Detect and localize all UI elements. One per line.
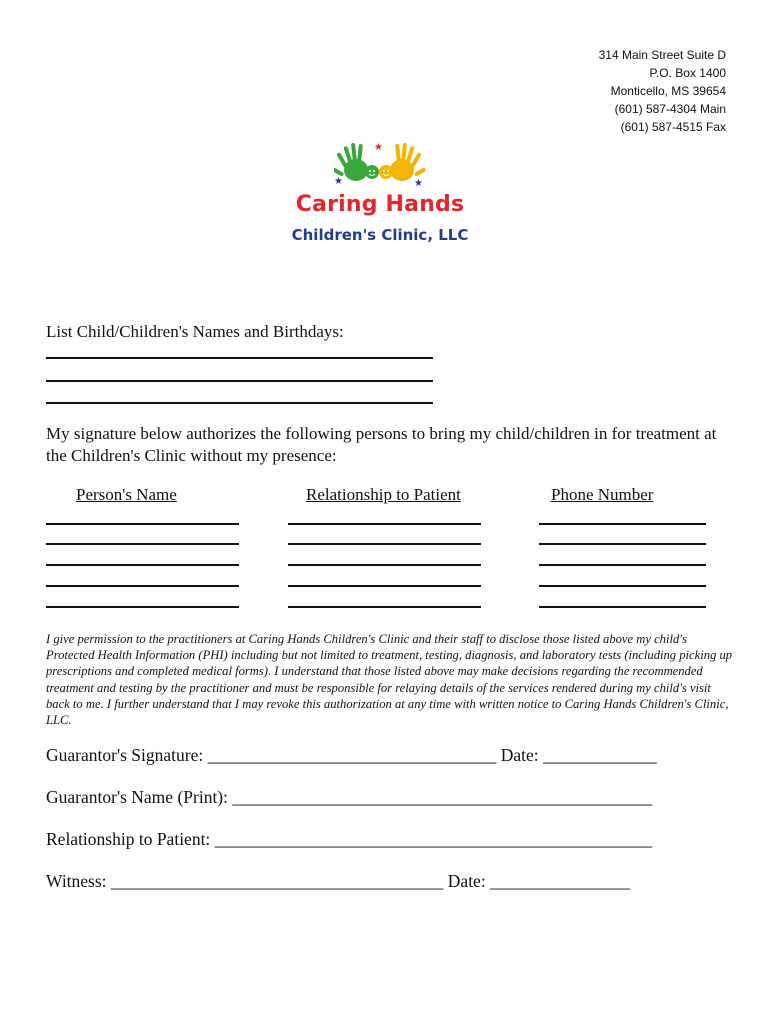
relationship-line[interactable] xyxy=(288,585,481,587)
person-name-line[interactable] xyxy=(46,523,239,525)
phone-line[interactable] xyxy=(539,543,706,545)
phone-line[interactable] xyxy=(539,523,706,525)
child-line-3[interactable] xyxy=(46,402,433,404)
children-list-label: List Child/Children's Names and Birthdays: xyxy=(46,322,344,341)
phone-fax: (601) 587-4515 Fax xyxy=(620,120,726,134)
phone-line[interactable] xyxy=(539,585,706,587)
relationship-line[interactable] xyxy=(288,564,481,566)
column-relationship: Relationship to Patient xyxy=(306,485,461,504)
column-phone-number: Phone Number xyxy=(551,485,654,504)
guarantor-name-field[interactable]: Guarantor's Name (Print): ________________________________________________ xyxy=(46,787,653,807)
svg-text:★: ★ xyxy=(374,142,383,153)
person-name-line[interactable] xyxy=(46,543,239,545)
address-city: Monticello, MS 39654 xyxy=(610,84,726,98)
relationship-field[interactable]: Relationship to Patient: __________________________________________________ xyxy=(46,829,653,849)
phone-main: (601) 587-4304 Main xyxy=(614,102,726,116)
address-po-box: P.O. Box 1400 xyxy=(649,66,726,80)
hands-logo-icon xyxy=(334,140,426,188)
relationship-line[interactable] xyxy=(288,606,481,608)
address-street: 314 Main Street Suite D xyxy=(598,48,726,62)
phone-line[interactable] xyxy=(539,606,706,608)
authorization-text: My signature below authorizes the following persons to bring my child/children in for treatment at the Children's Clinic without my presence: xyxy=(46,424,717,465)
child-line-2[interactable] xyxy=(46,380,433,382)
column-persons-name: Person's Name xyxy=(76,485,177,504)
clinic-logo xyxy=(290,140,470,250)
child-line-1[interactable] xyxy=(46,357,433,359)
relationship-line[interactable] xyxy=(288,523,481,525)
person-name-line[interactable] xyxy=(46,564,239,566)
witness-field[interactable]: Witness: ______________________________________ Date: ________________ xyxy=(46,871,631,891)
svg-text:★: ★ xyxy=(334,176,343,187)
guarantor-signature-field[interactable]: Guarantor's Signature: _________________________________ Date: _____________ xyxy=(46,745,657,765)
phone-line[interactable] xyxy=(539,564,706,566)
person-name-line[interactable] xyxy=(46,585,239,587)
clinic-subtitle: Children's Clinic, LLC xyxy=(291,226,469,244)
svg-text:★: ★ xyxy=(414,178,423,188)
permission-text: I give permission to the practitioners at Caring Hands Children's Clinic and their staff to disclose those listed above my child's Protected Health Information (PHI) including but not limited to treatment, testing, diagnosis, and laboratory tests (including picking up prescriptions and completed medical forms). I understand that those listed above may make decisions regarding the recommended treatment and testing by the practitioner and must be responsible for relaying details of the services rendered during my child's visit back to me. I further understand that I may revoke this authorization at any time with written notice to Caring Hands Children's Clinic, LLC. xyxy=(46,632,733,728)
relationship-line[interactable] xyxy=(288,543,481,545)
clinic-address xyxy=(526,46,726,136)
clinic-name: Caring Hands xyxy=(295,192,465,217)
person-name-line[interactable] xyxy=(46,606,239,608)
